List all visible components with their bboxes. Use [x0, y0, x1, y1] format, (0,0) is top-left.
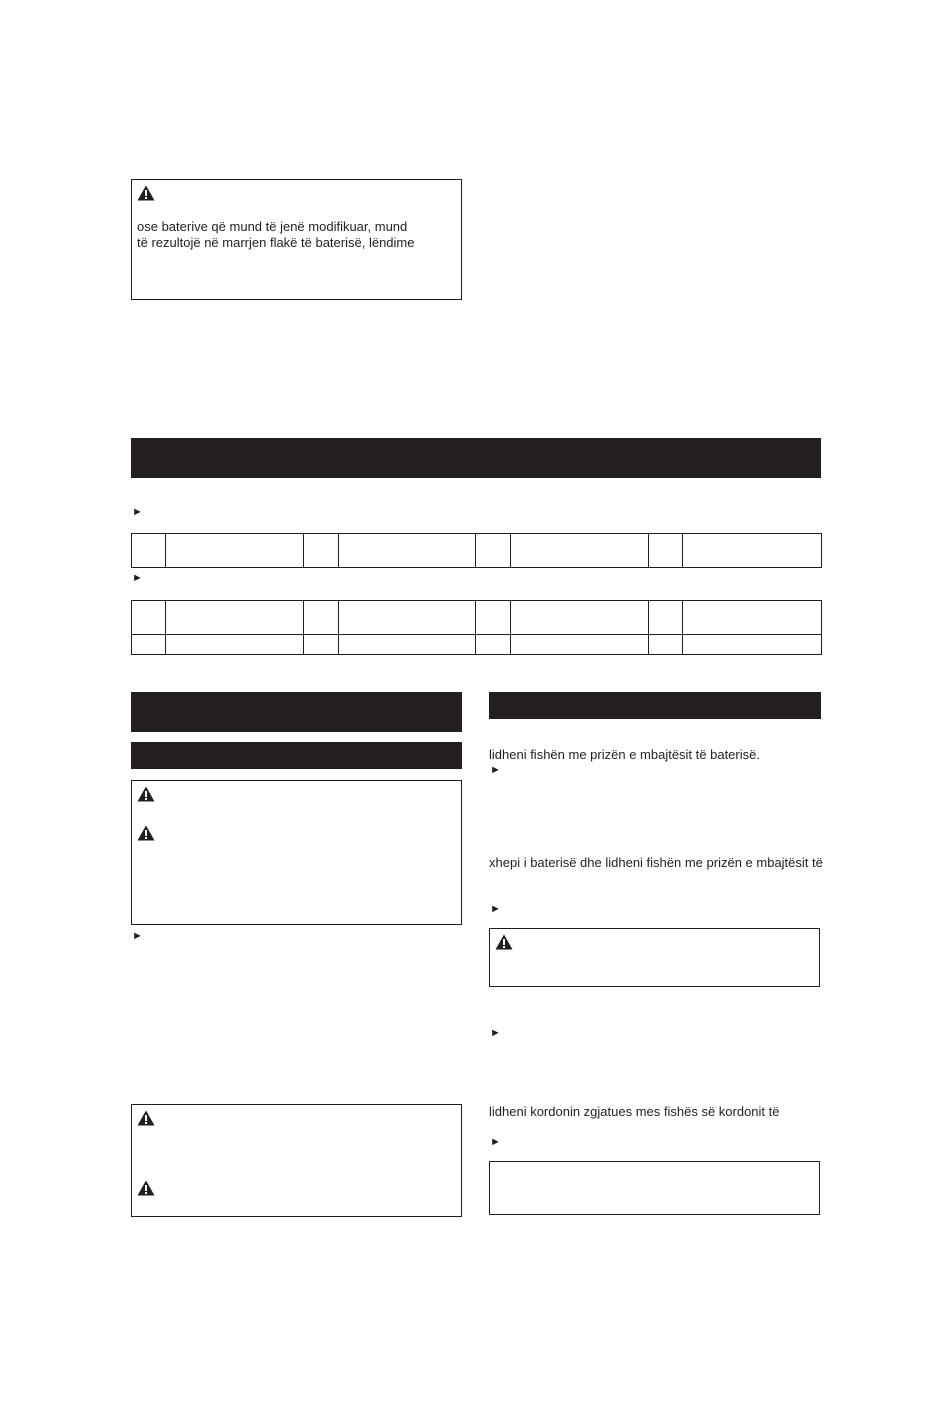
- body-text: lidheni kordonin zgjatues mes fishës së kordonit të: [489, 1104, 780, 1119]
- warning-triangle-icon: [137, 825, 155, 841]
- section-header-bar: [489, 692, 821, 719]
- warning-box: [131, 1104, 462, 1217]
- arrow-bullet-icon: ►: [490, 903, 501, 915]
- arrow-bullet-icon: ►: [490, 1027, 501, 1039]
- warning-box: [131, 780, 462, 925]
- table-row: [132, 601, 822, 635]
- section-header-bar: [131, 692, 462, 732]
- warning-triangle-icon: [137, 1110, 155, 1126]
- warning-triangle-icon: [137, 185, 155, 201]
- parts-table: [131, 533, 822, 568]
- warning-box: [489, 928, 820, 987]
- arrow-bullet-icon: ►: [490, 1136, 501, 1148]
- subsection-header-bar: [131, 742, 462, 769]
- warning-text-line: të rezultojë në marrjen flakë të baterisë, lëndime: [137, 235, 415, 250]
- parts-table: [131, 600, 822, 655]
- arrow-bullet-icon: ►: [490, 764, 501, 776]
- arrow-bullet-icon: ►: [132, 506, 143, 518]
- table-row: [132, 534, 822, 568]
- section-header-bar: [131, 438, 821, 478]
- table-row: [132, 635, 822, 655]
- warning-text-line: ose baterive që mund të jenë modifikuar, mund: [137, 219, 408, 234]
- body-text: lidheni fishën me prizën e mbajtësit të baterisë.: [489, 747, 760, 762]
- arrow-bullet-icon: ►: [132, 572, 143, 584]
- warning-triangle-icon: [495, 934, 513, 950]
- note-box: [489, 1161, 820, 1215]
- warning-triangle-icon: [137, 1180, 155, 1196]
- body-text: xhepi i baterisë dhe lidheni fishën me prizën e mbajtësit të: [489, 855, 823, 870]
- warning-triangle-icon: [137, 786, 155, 802]
- arrow-bullet-icon: ►: [132, 930, 143, 942]
